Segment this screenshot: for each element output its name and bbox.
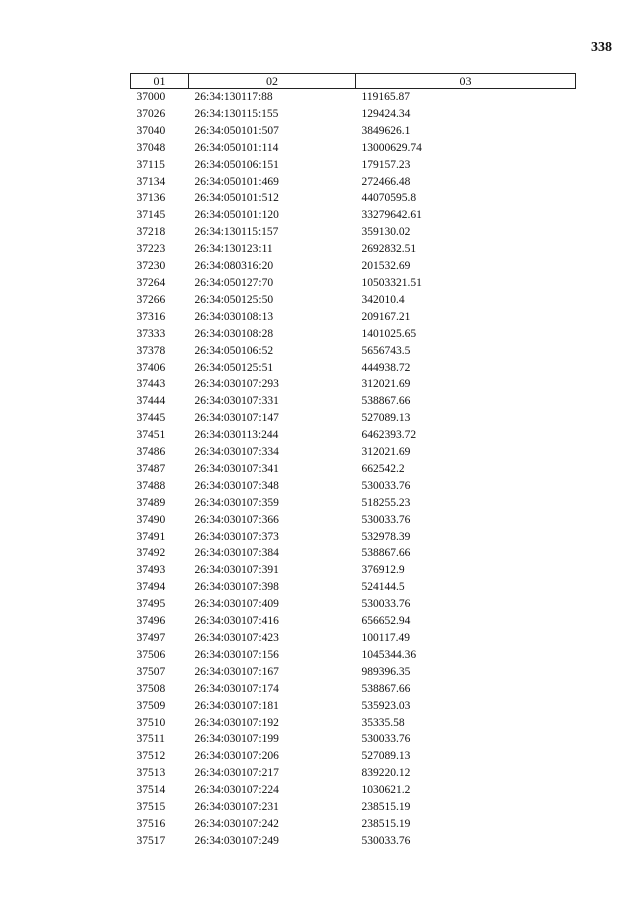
table-header-row bbox=[131, 74, 576, 89]
cell-value: 1401025.65 bbox=[361, 327, 417, 340]
cell-id: 37493 bbox=[136, 564, 166, 577]
cell-cadastral-number: 26:34:050125:51 bbox=[194, 361, 274, 374]
table-row bbox=[131, 562, 576, 579]
cell-value: 530033.76 bbox=[361, 513, 411, 526]
table-row bbox=[131, 258, 576, 275]
cell-id: 37026 bbox=[136, 107, 166, 120]
cell-cadastral-number: 26:34:030107:224 bbox=[194, 784, 279, 797]
table-row bbox=[131, 275, 576, 292]
cell-id: 37488 bbox=[136, 479, 166, 492]
cell-value: 524144.5 bbox=[361, 581, 405, 594]
cell-id: 37511 bbox=[136, 733, 165, 746]
table-row bbox=[131, 630, 576, 647]
cell-id: 37451 bbox=[136, 429, 166, 442]
cell-id: 37509 bbox=[136, 699, 166, 712]
table-row bbox=[131, 816, 576, 833]
cell-cadastral-number: 26:34:030107:423 bbox=[194, 632, 279, 644]
cell-cadastral-number: 26:34:030107:398 bbox=[194, 581, 279, 594]
cell-cadastral-number: 26:34:030107:192 bbox=[194, 716, 279, 729]
cell-value: 527089.13 bbox=[361, 750, 411, 763]
cell-cadastral-number: 26:34:130123:11 bbox=[194, 243, 273, 256]
cell-value: 342010.4 bbox=[361, 293, 405, 306]
cell-value: 530033.76 bbox=[361, 733, 411, 746]
cell-id: 37316 bbox=[136, 310, 166, 323]
cell-value: 209167.21 bbox=[361, 310, 411, 323]
cell-cadastral-number: 26:34:030107:416 bbox=[194, 615, 279, 628]
cell-cadastral-number: 26:34:030107:249 bbox=[194, 834, 279, 847]
cell-cadastral-number: 26:34:030107:348 bbox=[194, 479, 279, 492]
column-header-01: 01 bbox=[131, 74, 189, 89]
table-row bbox=[131, 89, 576, 106]
data-table bbox=[130, 73, 576, 850]
cell-id: 37487 bbox=[136, 462, 166, 475]
cell-cadastral-number: 26:34:030107:341 bbox=[194, 462, 279, 475]
cell-id: 37516 bbox=[136, 817, 166, 830]
cell-value: 35335.58 bbox=[361, 716, 405, 729]
cell-cadastral-number: 26:34:030107:181 bbox=[194, 699, 279, 712]
cell-id: 37513 bbox=[136, 767, 166, 780]
cell-id: 37489 bbox=[136, 496, 166, 509]
cell-cadastral-number: 26:34:030107:384 bbox=[194, 547, 279, 560]
cell-id: 37115 bbox=[136, 158, 165, 171]
table-row bbox=[131, 495, 576, 512]
table-row bbox=[131, 157, 576, 174]
cell-id: 37145 bbox=[136, 209, 166, 222]
cell-cadastral-number: 26:34:030107:334 bbox=[194, 446, 279, 459]
cell-id: 37507 bbox=[136, 665, 166, 678]
cell-id: 37490 bbox=[136, 513, 166, 526]
table-row bbox=[131, 360, 576, 377]
cell-value: 3849626.1 bbox=[361, 124, 411, 137]
table-row bbox=[131, 664, 576, 681]
cell-cadastral-number: 26:34:050125:50 bbox=[194, 293, 274, 306]
table-row bbox=[131, 292, 576, 309]
column-header-02: 02 bbox=[189, 74, 356, 89]
cell-id: 37136 bbox=[136, 192, 166, 205]
cell-cadastral-number: 26:34:030107:156 bbox=[194, 648, 279, 661]
cell-value: 989396.35 bbox=[361, 665, 411, 678]
cell-id: 37445 bbox=[136, 412, 166, 425]
cell-value: 1030621.2 bbox=[361, 784, 411, 797]
table-row bbox=[131, 512, 576, 529]
cell-value: 839220.12 bbox=[361, 767, 411, 780]
cell-value: 238515.19 bbox=[361, 817, 411, 830]
cell-value: 530033.76 bbox=[361, 479, 411, 492]
cell-value: 129424.34 bbox=[361, 107, 411, 120]
cell-cadastral-number: 26:34:030113:244 bbox=[194, 429, 279, 442]
table-row bbox=[131, 309, 576, 326]
cell-cadastral-number: 26:34:130117:88 bbox=[194, 91, 273, 103]
cell-cadastral-number: 26:34:050101:120 bbox=[194, 209, 279, 222]
table-row bbox=[131, 326, 576, 343]
cell-cadastral-number: 26:34:030108:13 bbox=[194, 310, 274, 323]
cell-cadastral-number: 26:34:030107:206 bbox=[194, 750, 279, 763]
cell-id: 37406 bbox=[136, 361, 166, 374]
cell-id: 37508 bbox=[136, 682, 166, 695]
cell-id: 37378 bbox=[136, 344, 166, 357]
table-row bbox=[131, 529, 576, 546]
cell-cadastral-number: 26:34:050106:151 bbox=[194, 158, 279, 171]
table-row bbox=[131, 241, 576, 258]
table-row bbox=[131, 748, 576, 765]
table-row bbox=[131, 106, 576, 123]
table-row bbox=[131, 190, 576, 207]
cell-id: 37223 bbox=[136, 243, 166, 256]
table-body bbox=[131, 89, 576, 850]
cell-id: 37230 bbox=[136, 260, 166, 273]
cell-value: 312021.69 bbox=[361, 446, 411, 459]
cell-cadastral-number: 26:34:050106:52 bbox=[194, 344, 274, 357]
cell-cadastral-number: 26:34:130115:155 bbox=[194, 107, 279, 120]
cell-value: 44070595.8 bbox=[361, 192, 417, 205]
cell-cadastral-number: 26:34:030107:331 bbox=[194, 395, 279, 408]
table-row bbox=[131, 376, 576, 393]
cell-id: 37333 bbox=[136, 327, 166, 340]
table-row bbox=[131, 174, 576, 191]
cell-value: 179157.23 bbox=[361, 158, 411, 171]
cell-id: 37486 bbox=[136, 446, 166, 459]
cell-value: 5656743.5 bbox=[361, 344, 411, 357]
table-row bbox=[131, 782, 576, 799]
cell-cadastral-number: 26:34:030107:373 bbox=[194, 530, 279, 543]
cell-value: 538867.66 bbox=[361, 682, 411, 695]
cell-value: 538867.66 bbox=[361, 547, 411, 560]
table-row bbox=[131, 224, 576, 241]
table-row bbox=[131, 427, 576, 444]
table-row bbox=[131, 833, 576, 850]
table-row bbox=[131, 478, 576, 495]
cell-id: 37264 bbox=[136, 276, 166, 289]
cell-cadastral-number: 26:34:050101:512 bbox=[194, 192, 279, 205]
cell-cadastral-number: 26:34:030107:359 bbox=[194, 496, 279, 509]
cell-id: 37443 bbox=[136, 378, 166, 391]
cell-value: 662542.2 bbox=[361, 462, 405, 475]
cell-value: 530033.76 bbox=[361, 834, 411, 847]
cell-value: 538867.66 bbox=[361, 395, 411, 408]
cell-value: 119165.87 bbox=[361, 91, 410, 103]
cell-value: 530033.76 bbox=[361, 598, 411, 611]
cell-cadastral-number: 26:34:030107:147 bbox=[194, 412, 279, 425]
cell-value: 532978.39 bbox=[361, 530, 411, 543]
cell-value: 312021.69 bbox=[361, 378, 411, 391]
cell-id: 37491 bbox=[136, 530, 166, 543]
table-row bbox=[131, 410, 576, 427]
table-row bbox=[131, 461, 576, 478]
table-row bbox=[131, 765, 576, 782]
cell-value: 10503321.51 bbox=[361, 276, 422, 289]
cell-id: 37495 bbox=[136, 598, 166, 611]
cell-id: 37494 bbox=[136, 581, 166, 594]
cell-value: 376912.9 bbox=[361, 564, 405, 577]
cell-value: 272466.48 bbox=[361, 175, 411, 188]
table-row bbox=[131, 715, 576, 732]
cell-value: 1045344.36 bbox=[361, 648, 417, 661]
cell-cadastral-number: 26:34:030107:199 bbox=[194, 733, 279, 746]
cell-value: 444938.72 bbox=[361, 361, 411, 374]
cell-cadastral-number: 26:34:030107:409 bbox=[194, 598, 279, 611]
table-row bbox=[131, 140, 576, 157]
table-row bbox=[131, 799, 576, 816]
cell-id: 37496 bbox=[136, 615, 166, 628]
cell-cadastral-number: 26:34:050127:70 bbox=[194, 276, 274, 289]
cell-id: 37515 bbox=[136, 801, 166, 814]
cell-cadastral-number: 26:34:080316:20 bbox=[194, 260, 274, 273]
table-row bbox=[131, 579, 576, 596]
cell-id: 37040 bbox=[136, 124, 166, 137]
cell-cadastral-number: 26:34:030107:366 bbox=[194, 513, 279, 526]
cell-cadastral-number: 26:34:050101:114 bbox=[194, 141, 279, 154]
table-row bbox=[131, 343, 576, 360]
cell-id: 37514 bbox=[136, 784, 166, 797]
table-row bbox=[131, 545, 576, 562]
cell-id: 37444 bbox=[136, 395, 166, 408]
column-header-03: 03 bbox=[356, 74, 576, 89]
cell-id: 37492 bbox=[136, 547, 166, 560]
cell-cadastral-number: 26:34:050101:469 bbox=[194, 175, 279, 188]
table-row bbox=[131, 393, 576, 410]
cell-id: 37218 bbox=[136, 226, 166, 239]
table-row bbox=[131, 731, 576, 748]
table-row bbox=[131, 681, 576, 698]
cell-cadastral-number: 26:34:030107:391 bbox=[194, 564, 279, 577]
table-row bbox=[131, 698, 576, 715]
table-row bbox=[131, 613, 576, 630]
cell-value: 33279642.61 bbox=[361, 209, 422, 222]
cell-value: 6462393.72 bbox=[361, 429, 417, 442]
cell-value: 238515.19 bbox=[361, 801, 411, 814]
table-row bbox=[131, 123, 576, 140]
cell-value: 518255.23 bbox=[361, 496, 411, 509]
cell-cadastral-number: 26:34:030107:293 bbox=[194, 378, 279, 391]
cell-value: 100117.49 bbox=[361, 632, 410, 644]
cell-id: 37048 bbox=[136, 141, 166, 154]
cell-id: 37510 bbox=[136, 716, 166, 729]
cell-id: 37266 bbox=[136, 293, 166, 306]
cell-cadastral-number: 26:34:030107:231 bbox=[194, 801, 279, 814]
cell-cadastral-number: 26:34:030107:242 bbox=[194, 817, 279, 830]
table-row bbox=[131, 207, 576, 224]
table-row bbox=[131, 647, 576, 664]
cell-cadastral-number: 26:34:030107:217 bbox=[194, 767, 279, 780]
table-row bbox=[131, 444, 576, 461]
cell-value: 201532.69 bbox=[361, 260, 411, 273]
cell-cadastral-number: 26:34:030108:28 bbox=[194, 327, 274, 340]
cell-id: 37512 bbox=[136, 750, 166, 763]
cell-cadastral-number: 26:34:130115:157 bbox=[194, 226, 279, 239]
cell-cadastral-number: 26:34:030107:167 bbox=[194, 665, 279, 678]
cell-cadastral-number: 26:34:050101:507 bbox=[194, 124, 279, 137]
cell-id: 37506 bbox=[136, 648, 166, 661]
cell-id: 37134 bbox=[136, 175, 166, 188]
cell-value: 656652.94 bbox=[361, 615, 411, 628]
page-number: 338 bbox=[591, 40, 612, 55]
cell-value: 359130.02 bbox=[361, 226, 411, 239]
cell-value: 527089.13 bbox=[361, 412, 411, 425]
cell-id: 37497 bbox=[136, 632, 166, 644]
cell-value: 2692832.51 bbox=[361, 243, 417, 256]
cell-value: 13000629.74 bbox=[361, 141, 422, 154]
cell-id: 37000 bbox=[136, 91, 166, 103]
cell-id: 37517 bbox=[136, 834, 166, 847]
cell-value: 535923.03 bbox=[361, 699, 411, 712]
table-row bbox=[131, 596, 576, 613]
cell-cadastral-number: 26:34:030107:174 bbox=[194, 682, 279, 695]
